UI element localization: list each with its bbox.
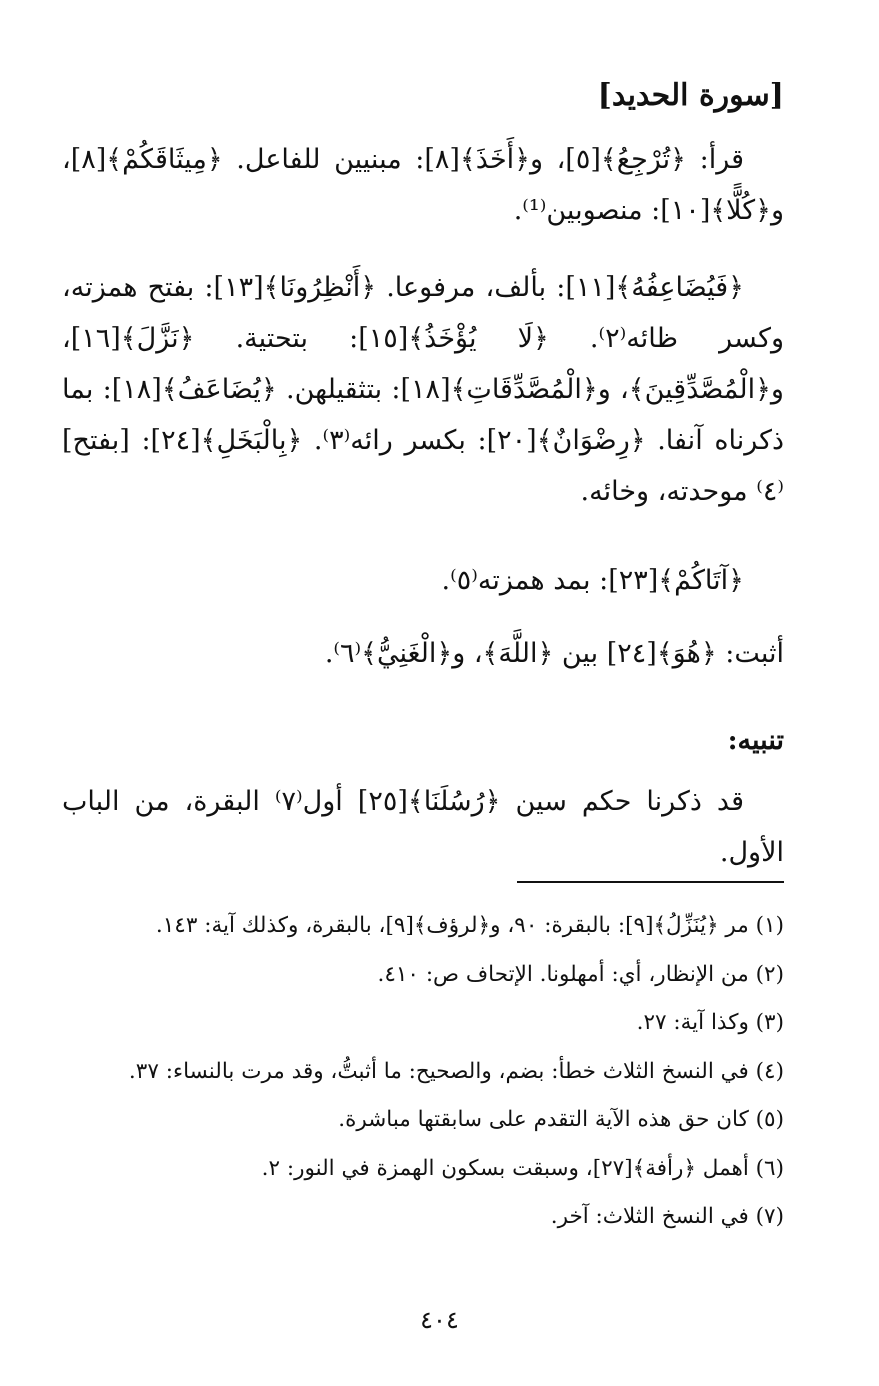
footnote-4: (٤) في النسخ الثلاث خطأ: بضم، والصحيح: ما أثبتُّ، وقد مرت بالنساء: ٣٧. bbox=[128, 1058, 784, 1084]
note-title: تنبيه: bbox=[727, 725, 784, 756]
footnote-2: (٢) من الإنظار، أي: أمهلونا. الإتحاف ص: ٤١٠. bbox=[377, 961, 784, 987]
footnotes bbox=[62, 902, 784, 1242]
surah-heading: [سورة الحديد] bbox=[597, 78, 784, 113]
paragraph-1: قرأ: ﴿تُرْجِعُ﴾[٥]، و﴿أَخَذَ﴾[٨]: مبنيين للفاعل. ﴿مِيثَاقَكُمْ﴾[٨]، و﴿كُلًّا﴾[١٠]: منصوبين⁽¹⁾. bbox=[62, 144, 784, 226]
paragraph-3: ﴿آتَاكُمْ﴾[٢٣]: بمد همزته⁽٥⁾. bbox=[441, 565, 744, 596]
footnote-7: (٧) في النسخ الثلاث: آخر. bbox=[550, 1204, 784, 1229]
page-number: ٤٠٤ bbox=[420, 1306, 459, 1334]
paragraph-2: ﴿فَيُضَاعِفُهُ﴾[١١]: بألف، مرفوعا. ﴿أَنْظِرُونَا﴾[١٣]: بفتح همزته، وكسر ظائه⁽٢⁾. ﴿لَا يُؤْخَذُ﴾[١٥]: بتحتية. ﴿نَزَّلَ﴾[١٦]، و﴿الْمُصَّدِّقِينَ﴾، و﴿الْمُصَّدِّقَاتِ﴾[١٨]: بتثقيلهن. ﴿يُضَاعَفُ﴾[١٨]: بما ذكرناه آنفا. ﴿رِضْوَانٌ﴾[٢٠]: بكسر رائه⁽٣⁾. ﴿بِالْبَخَلِ﴾[٢٤]: [بفتح]⁽٤⁾ موحدته، وخائه. bbox=[62, 272, 785, 507]
footnote-3: (٣) وكذا آية: ٢٧. bbox=[636, 1010, 784, 1035]
note-text: قد ذكرنا حكم سين ﴿رُسُلَنَا﴾[٢٥] أول⁽٧⁾ البقرة، من الباب الأول. bbox=[62, 786, 784, 868]
footnote-5: (٥) كان حق هذه الآية التقدم على سابقتها مباشرة. bbox=[338, 1107, 784, 1132]
footnote-separator bbox=[517, 881, 784, 883]
footnote-1: (١) مر ﴿يُنَزِّلُ﴾[٩]: بالبقرة: ٩٠، و﴿لرؤف﴾[٩]، بالبقرة، وكذلك آية: ١٤٣. bbox=[155, 913, 784, 938]
footnote-6: (٦) أهمل ﴿رأفة﴾[٢٧]، وسبقت بسكون الهمزة في النور: ٢. bbox=[261, 1155, 784, 1181]
paragraph-4: أثبت: ﴿هُوَ﴾[٢٤] بين ﴿اللَّهَ﴾، و﴿الْغَنِيُّ﴾⁽٦⁾. bbox=[324, 638, 784, 669]
